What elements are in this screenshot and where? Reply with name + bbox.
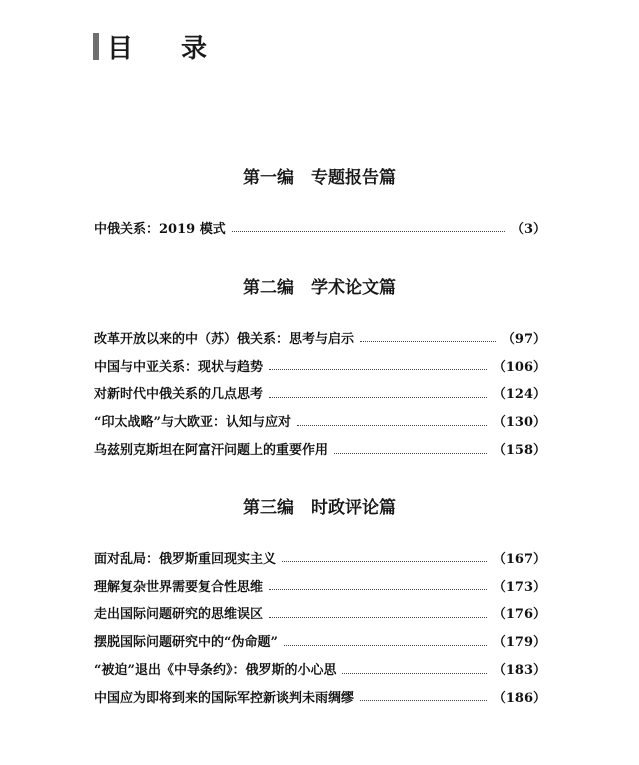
toc-entry[interactable] [94,546,546,574]
entry-page: （3） [510,221,546,237]
entry-page: （167） [492,551,546,567]
toc-entry[interactable] [94,602,546,630]
section-heading-2: 第二编 学术论文篇 [243,278,396,298]
section-heading-1: 第一编 专题报告篇 [243,168,396,188]
toc-entry[interactable] [94,437,546,465]
toc-entry[interactable] [94,409,546,437]
entry-page: （97） [501,331,546,347]
dot-leader [284,645,487,646]
entry-page: （124） [492,387,546,403]
entry-title: 理解复杂世界需要复合性思维 [94,579,264,595]
entry-title: 面对乱局：俄罗斯重回现实主义 [94,551,277,567]
dot-leader [297,425,487,426]
entry-title: 摆脱国际问题研究中的“伪命题” [94,635,278,651]
entry-page: （176） [492,607,546,623]
section-3-entries [94,546,546,713]
toc-entry[interactable] [94,326,546,354]
entry-page: （179） [492,635,546,651]
entry-page: （173） [492,579,546,595]
section-heading-3: 第三编 时政评论篇 [243,498,396,518]
entry-title: “印太战略”与大欧亚：认知与应对 [94,415,291,431]
toc-entry[interactable] [94,354,546,382]
header-accent-bar [93,33,99,60]
entry-title: 对新时代中俄关系的几点思考 [94,387,264,403]
dot-leader [282,561,487,562]
entry-page: （106） [492,359,546,375]
entry-title: 改革开放以来的中（苏）俄关系：思考与启示 [94,331,355,347]
section-1-entries [94,216,546,244]
entry-title: 乌兹别克斯坦在阿富汗问题上的重要作用 [94,443,329,459]
toc-entry[interactable] [94,216,546,244]
toc-entry[interactable] [94,685,546,713]
dot-leader [360,341,496,342]
dot-leader [269,617,487,618]
entry-page: （183） [492,663,546,679]
entry-title: 中国与中亚关系：现状与趋势 [94,359,264,375]
toc-entry[interactable] [94,382,546,410]
page-title: 目录 [107,33,256,64]
dot-leader [269,589,487,590]
toc-entry[interactable] [94,629,546,657]
toc-entry[interactable] [94,657,546,685]
dot-leader [269,397,487,398]
entry-page: （158） [492,443,546,459]
entry-title: 走出国际问题研究的思维误区 [94,607,264,623]
entry-page: （186） [492,690,546,706]
toc-header [93,32,256,64]
dot-leader [360,700,487,701]
dot-leader [342,673,486,674]
dot-leader [232,231,505,232]
entry-page: （130） [492,415,546,431]
entry-title: 中俄关系：2019 模式 [94,221,226,237]
entry-title: 中国应为即将到来的国际军控新谈判未雨绸缪 [94,690,355,706]
section-2-entries [94,326,546,465]
toc-entry[interactable] [94,574,546,602]
entry-title: “被迫”退出《中导条约》：俄罗斯的小心思 [94,663,337,679]
dot-leader [269,369,487,370]
dot-leader [334,453,487,454]
